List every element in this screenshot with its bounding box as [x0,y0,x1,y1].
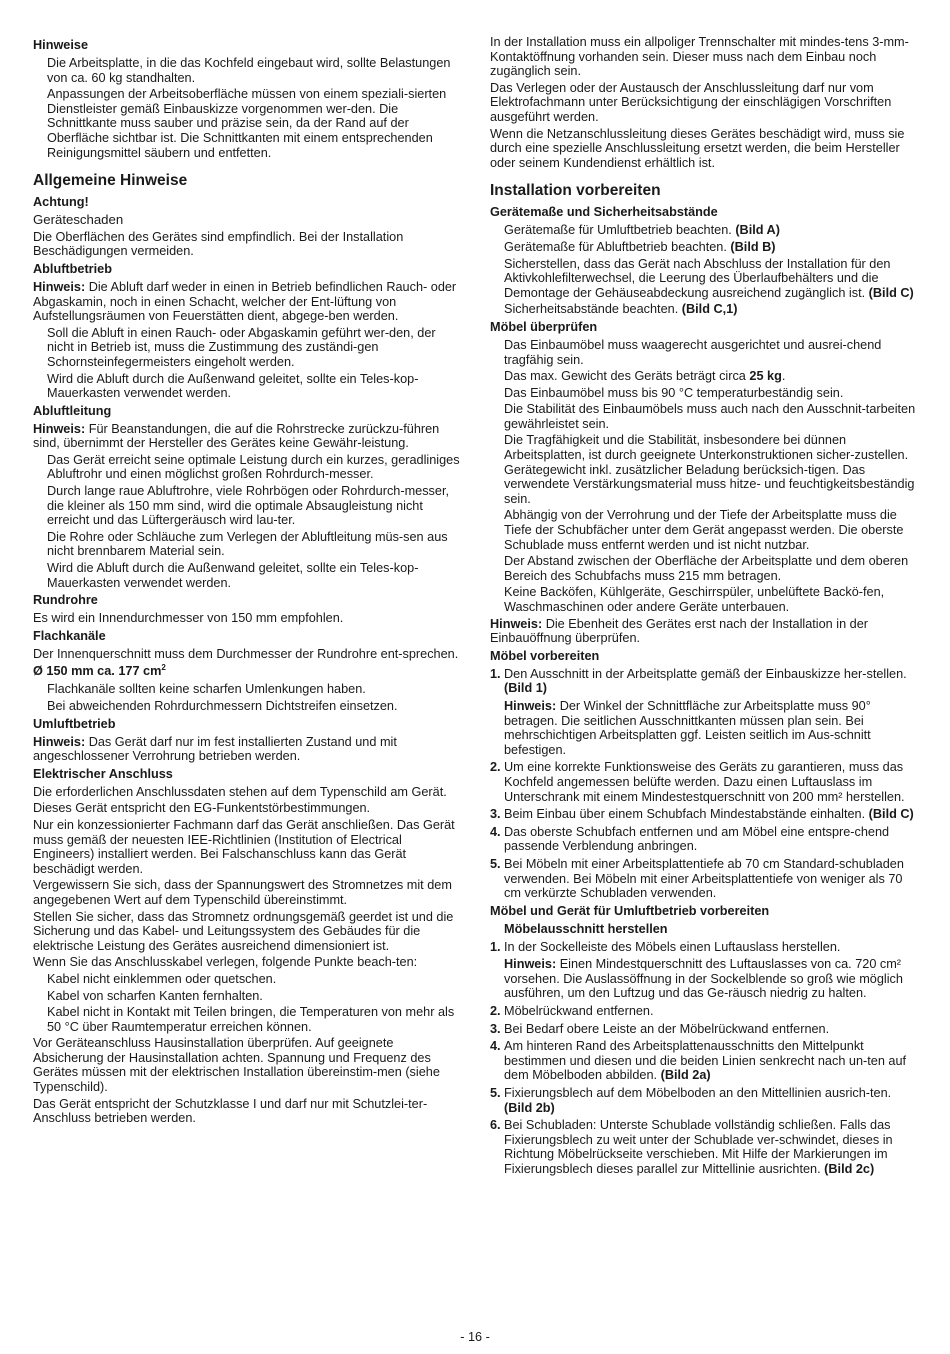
indented-paragraph [33,682,463,697]
paragraph [33,280,463,324]
paragraph [33,955,463,970]
text-run: Die Abluft darf weder in einen in Betrieb befindlichen Rauch- oder Abgaskamin, noch in einen Schacht, welcher der Ent-lüftung von Aufstellungsräumen von Feuerstätten dient, abgege-ben werden. [33,279,457,324]
indented-paragraph [33,56,463,85]
text-run: Das max. Gewicht des Geräts beträgt circa [504,369,750,384]
subsection-heading [33,629,463,644]
step-body [504,667,920,758]
paragraph [490,35,920,79]
paragraph [490,617,920,646]
numbered-step [490,1004,920,1019]
text-run: Kabel nicht einklemmen oder quetschen. [47,971,277,986]
bold-run: (Bild C,1) [681,302,738,317]
step-number: 2. [490,760,501,775]
subsection-heading-text: Umluftbetrieb [33,716,116,731]
text-run: Am hinteren Rand des Arbeitsplattenausschnitts den Mittelpunkt bestimmen und diesen und die beiden Linien senkrecht nach un-ten auf dem Möbelboden abbilden. [504,1039,907,1083]
text-run: Die Stabilität des Einbaumöbels muss auch nach den Ausschnit-tarbeiten gewährleistet sein. [504,402,916,431]
numbered-step [490,1118,920,1176]
text-run: Wird die Abluft durch die Außenwand geleitet, sollte ein Teles-kop-Mauerkasten verwendet werden. [47,561,419,590]
subsection-heading [33,404,463,419]
subsection-heading-text: Möbel vorbereiten [490,648,600,663]
section-heading: Allgemeine Hinweise [33,172,188,190]
subsection-heading [490,205,920,220]
subsection-heading [33,195,463,210]
text-run: Das Gerät erreicht seine optimale Leistung durch ein kurzes, geradliniges Abluftrohr und einen möglichst großen Rohrdurch-messer. [47,452,460,482]
text-run: Vor Geräteanschluss Hausinstallation überprüfen. Auf geeignete Absicherung der Hausinstallation achten. Spannung und Frequenz des Gerätes müssen mit der elektrischen Installation übereinstim-men (siehe Typenschild). [33,1036,440,1095]
step-body [504,1086,920,1115]
text-run: Die Rohre oder Schläuche zum Verlegen der Abluftleitung müs-sen aus nicht brennbarem Material sein. [47,529,448,559]
paragraph [33,735,463,764]
text-run: Möbelrückwand entfernen. [504,1004,654,1019]
subsection-heading-text: Möbel und Gerät für Umluftbetrieb vorbereiten [490,903,770,918]
subsection-heading-text: Elektrischer Anschluss [33,766,173,781]
indented-paragraph [33,561,463,590]
indented-paragraph [490,257,920,301]
step-paragraph [504,825,920,854]
indented-paragraph [490,554,920,583]
paragraph [33,1097,463,1126]
subsection-heading-text: Möbelausschnitt herstellen [504,921,668,936]
text-run: Abhängig von der Verrohrung und der Tiefe der Arbeitsplatte muss die Tiefe der Schubfächer unter dem Gerät angepasst werden. Die oberste Schublade muss entfernt werden und ist nicht nutzbar. [504,508,904,552]
step-paragraph [504,1004,920,1019]
paragraph [33,910,463,954]
bold-run: (Bild 2b) [504,1100,555,1115]
text-run: . [781,369,786,384]
bold-run: Hinweis: [33,734,86,749]
left-column [33,35,463,1128]
step-number: 4. [490,824,501,839]
step-number: 4. [490,1039,501,1054]
text-run: Sicherheitsabstände beachten. [504,302,682,317]
bold-run: (Bild 2a) [660,1068,711,1083]
subsection-heading [33,767,463,782]
text-run: Gerätemaße für Umluftbetrieb beachten. [504,223,736,238]
text-run: Bei Bedarf obere Leiste an der Möbelrückwand entfernen. [504,1021,830,1036]
text-run: Das Gerät entspricht der Schutzklasse I und darf nur mit Schutzlei-ter-Anschluss betrieben werden. [33,1096,428,1126]
subsection-heading [33,38,463,53]
text-run: Geräteschaden [33,212,124,228]
text-run: Die Arbeitsplatte, in die das Kochfeld eingebaut wird, sollte Belastungen von ca. 60 kg standhalten. [47,56,451,85]
subsection-heading-text: Gerätemaße und Sicherheitsabstände [490,205,718,220]
indented-paragraph [490,369,920,384]
superscript: 2 [161,663,166,673]
text-run: Fixierungsblech auf dem Möbelboden an den Mittellinien ausrich-ten. [504,1086,892,1101]
step-body [504,760,920,804]
text-run: Bei Möbeln mit einer Arbeitsplattentiefe ab 70 cm Standard-schubladen verwenden. Bei Möbeln mit einer Arbeitsplattentiefe von weniger als 70 cm verkürzte Schubladen verwenden. [504,856,904,901]
text-run: Die erforderlichen Anschlussdaten stehen auf dem Typenschild am Gerät. [33,784,447,799]
indented-paragraph [33,530,463,559]
text-run: Das Verlegen oder der Austausch der Anschlussleitung darf nur vom Elektrofachmann unter Berücksichtigung der einschlägigen Vorschriften ausgeführt werden. [490,80,892,124]
step-body [504,807,920,822]
text-run: Die Tragfähigkeit und die Stabilität, insbesondere bei dünnen Arbeitsplatten, ist durch geeignete Unterkonstruktionen sicher-zustellen. Gerätegewicht inkl. zusätzlicher Beladung berücksich-tigen. Das verwendete Verstärkungsmaterial muss hitze- und feuchtigkeitsbeständig sein. [504,433,915,506]
numbered-step [490,940,920,1001]
step-body [504,1004,920,1019]
indented-paragraph [490,585,920,614]
step-paragraph [504,857,920,901]
indented-paragraph [490,302,920,317]
text-run: Vergewissern Sie sich, dass der Spannungswert des Stromnetzes mit dem angegebenen Wert auf dem Typenschild übereinstimmt. [33,878,452,907]
step-paragraph [504,699,920,757]
bold-run: (Bild 2c) [824,1162,875,1176]
paragraph [33,878,463,907]
text-run: Den Ausschnitt in der Arbeitsplatte gemäß der Einbauskizze her-stellen. [504,666,907,681]
numbered-step [490,857,920,901]
text-run: Um eine korrekte Funktionsweise des Geräts zu garantieren, muss das Kochfeld angemessen belüfte werden. Dazu einen Luftauslass im Unterschrank mit einem Mindestestquerschnitt von 200 mm² herstellen. [504,760,905,804]
step-body [504,1022,920,1037]
subsection-heading [33,262,463,277]
bold-run: Hinweis: [33,421,86,436]
bold-run: Hinweis: [504,957,557,972]
text-run: Dieses Gerät entspricht den EG-Funkentstörbestimmungen. [33,801,371,816]
indented-paragraph [490,338,920,367]
bold-run: 25 kg [749,369,782,384]
indented-paragraph [490,508,920,552]
indented-paragraph [490,402,920,431]
subsection-heading [490,922,920,937]
paragraph [33,801,463,816]
bold-run: (Bild A) [735,223,780,238]
indented-paragraph [33,453,463,482]
numbered-step [490,1086,920,1115]
step-paragraph [504,957,920,1001]
text-run: Die Oberflächen des Gerätes sind empfindlich. Bei der Installation Beschädigungen vermeiden. [33,229,404,259]
bold-run: (Bild B) [730,239,776,254]
paragraph [33,647,463,662]
text-run: Bei abweichenden Rohrdurchmessern Dichtstreifen einsetzen. [47,699,398,713]
text-run: In der Installation muss ein allpoliger Trennschalter mit mindes-tens 3-mm-Kontaktöffnung vorhanden sein. Dieser muss nach dem Einbau noch zugänglich sein. [490,35,909,79]
text-run: Keine Backöfen, Kühlgeräte, Geschirrspüler, unbelüftete Backö-fen, Waschmaschinen oder andere Geräte unterbauen. [504,585,885,614]
bold-run: (Bild 1) [504,681,547,696]
bold-run: Hinweis: [504,698,557,713]
bold-run: Hinweis: [490,616,543,631]
step-body [504,825,920,854]
subsection-heading-text: Rundrohre [33,593,98,608]
indented-paragraph [33,372,463,401]
indented-paragraph [33,972,463,987]
text-run: Wenn die Netzanschlussleitung dieses Gerätes beschädigt wird, muss sie durch eine spezielle Anschlussleitung ersetzt werden, die beim Hersteller oder seinem Kundendienst erhältlich ist. [490,126,905,170]
text-run: Bei Schubladen: Unterste Schublade vollständig schließen. Falls das Fixierungsblech zu weit unter der Schublade ver-schwindet, dieses in Richtung Möbelrückseite verschieben. Mit Hilfe der Markierungen im Fixierungsblech dieses parallel zur Mittellinie ausrichten. [504,1118,893,1176]
paragraph [490,127,920,171]
indented-paragraph [490,386,920,401]
text-run: Das oberste Schubfach entfernen und am Möbel eine entspre-chend passende Verblendung anbringen. [504,824,890,854]
text-run: Wird die Abluft durch die Außenwand geleitet, sollte ein Teles-kop-Mauerkasten verwendet werden. [47,371,419,401]
step-paragraph [504,807,920,822]
step-paragraph [504,760,920,804]
text-run: Flachkanäle sollten keine scharfen Umlenkungen haben. [47,682,366,697]
text-run: Einen Mindestquerschnitt des Luftauslasses von ca. 720 cm² vorsehen. Die Auslassöffnung in der Sockelblende so groß wie möglich ausführen, um den Luftzug und das Ge-räusch niedrig zu halten. [504,957,903,1001]
numbered-step [490,825,920,854]
text-run: Stellen Sie sicher, dass das Stromnetz ordnungsgemäß geerdet ist und die Sicherung und das Kabel- und Leitungssystem des Gebäudes für die elektrische Leistung des Gerätes ausreichend dimensioniert ist. [33,909,454,953]
text-run: Die Ebenheit des Gerätes erst nach der Installation in der Einbauöffnung überprüfen. [490,616,869,646]
subsection-heading-text: Achtung! [33,195,89,210]
numbered-step [490,1022,920,1037]
subsection-heading [490,904,920,919]
step-body [504,857,920,901]
text-run: Soll die Abluft in einen Rauch- oder Abgaskamin geführt wer-den, der nicht in Betrieb ist, muss die Zustimmung des zuständi-gen Schornsteinfegermeisters eingeholt werden. [47,325,436,369]
numbered-step [490,1039,920,1083]
text-run: Kabel nicht in Kontakt mit Teilen bringen, die Temperaturen von mehr als 50 °C über Raumtemperatur erreichen können. [47,1005,455,1034]
text-run: Der Innenquerschnitt muss dem Durchmesser der Rundrohre ent-sprechen. [33,646,459,661]
paragraph [33,818,463,876]
subsection-heading [490,320,920,335]
paragraph [490,81,920,125]
subsection-heading-text: Abluftbetrieb [33,261,112,276]
text-run: In der Sockelleiste des Möbels einen Luftauslass herstellen. [504,939,841,954]
indented-paragraph [33,87,463,160]
indented-paragraph [33,1005,463,1034]
step-number: 3. [490,807,501,822]
indented-paragraph [33,484,463,528]
paragraph [33,230,463,259]
bold-run: Hinweis: [33,279,86,294]
step-number: 5. [490,1086,501,1101]
page-number: - 16 - [460,1330,490,1344]
step-number: 6. [490,1118,501,1133]
text-run: Für Beanstandungen, die auf die Rohrstrecke zurückzu-führen sind, übernimmt der Hersteller des Gerätes keine Gewähr-leistung. [33,421,440,451]
subsection-heading [490,649,920,664]
subsection-heading [33,717,463,732]
subsection-heading [33,664,463,679]
indented-paragraph [33,699,463,714]
section-heading: Installation vorbereiten [490,182,661,200]
step-paragraph [504,667,920,696]
step-number: 2. [490,1004,501,1019]
indented-paragraph [490,223,920,238]
subsection-heading [33,593,463,608]
subsection-heading-text: Ø 150 mm ca. 177 cm [33,664,162,679]
text-run: Der Abstand zwischen der Oberfläche der Arbeitsplatte und dem oberen Bereich des Schubfachs muss 215 mm betragen. [504,554,909,583]
paragraph [33,785,463,800]
indented-paragraph [33,326,463,370]
text-run: Das Gerät darf nur im fest installierten Zustand und mit angeschlossener Verrohrung betrieben werden. [33,734,397,764]
paragraph [33,422,463,451]
text-run: Nur ein konzessionierter Fachmann darf das Gerät anschließen. Das Gerät muss gemäß der neuesten IEE-Richtlinien (Institution of Electrical Engineers) installiert werden. Bei Falschanschluss kann das Gerät beschädigt werden. [33,817,455,876]
numbered-step [490,760,920,804]
numbered-step [490,807,920,822]
step-number: 5. [490,856,501,871]
text-run: Kabel von scharfen Kanten fernhalten. [47,988,263,1003]
paragraph [33,213,463,228]
indented-paragraph [490,433,920,506]
subsection-heading-text: Abluftleitung [33,403,112,418]
right-column [490,35,920,1180]
numbered-step [490,667,920,758]
step-body [504,1039,920,1083]
subsection-heading-text: Flachkanäle [33,628,106,643]
step-paragraph [504,1118,920,1176]
text-run: Sicherstellen, dass das Gerät nach Abschluss der Installation für den Aktivkohlefilterwechsel, die Leerung des Überlaufbehälters und die Demontage der Gehäuseabdeckung ausreichend zugänglich ist. [504,256,891,300]
step-paragraph [504,1086,920,1115]
step-paragraph [504,1039,920,1083]
text-run: Beim Einbau über einem Schubfach Mindestabstände einhalten. [504,807,869,822]
bold-run: (Bild C) [868,285,914,300]
step-number: 3. [490,1021,501,1036]
subsection-heading-text: Hinweise [33,38,88,52]
text-run: Gerätemaße für Abluftbetrieb beachten. [504,239,731,254]
text-run: Das Einbaumöbel muss bis 90 °C temperaturbeständig sein. [504,385,844,400]
step-paragraph [504,1022,920,1037]
paragraph [33,611,463,626]
indented-paragraph [490,240,920,255]
subsection-heading-text: Möbel überprüfen [490,319,598,334]
paragraph [33,1036,463,1094]
step-paragraph [504,940,920,955]
text-run: Der Winkel der Schnittfläche zur Arbeitsplatte muss 90° betragen. Die seitlichen Ausschnittkanten müssen plan sein. Bei mehrschichtigen Arbeitsplatten ggf. Leisten seitlich im Aus-schnitt befestigen. [504,698,871,757]
step-body [504,940,920,1001]
text-run: Anpassungen der Arbeitsoberfläche müssen von einem speziali-sierten Dienstleister gemäß Einbauskizze vorgenommen wer-den. Die Schnittkante muss sauber und präzise sein, da der Rand auf der Oberfläche sichtbar ist. Die Schnittkanten mit einem entsprechenden Reinigungsmittel säubern und entfetten. [47,87,447,160]
text-run: Wenn Sie das Anschlusskabel verlegen, folgende Punkte beach-ten: [33,955,418,970]
step-number: 1. [490,666,501,681]
text-run: Das Einbaumöbel muss waagerecht ausgerichtet und ausrei-chend tragfähig sein. [504,337,882,367]
step-body [504,1118,920,1176]
text-run: Durch lange raue Abluftrohre, viele Rohrbögen oder Rohrdurch-messer, die kleiner als 150 mm sind, wird die optimale Absaugleistung nicht erreicht und das Lüftergeräusch wird lau-ter. [47,484,449,528]
indented-paragraph [33,989,463,1004]
bold-run: (Bild C) [868,807,914,822]
step-number: 1. [490,939,501,954]
text-run: Es wird ein Innendurchmesser von 150 mm empfohlen. [33,611,344,626]
